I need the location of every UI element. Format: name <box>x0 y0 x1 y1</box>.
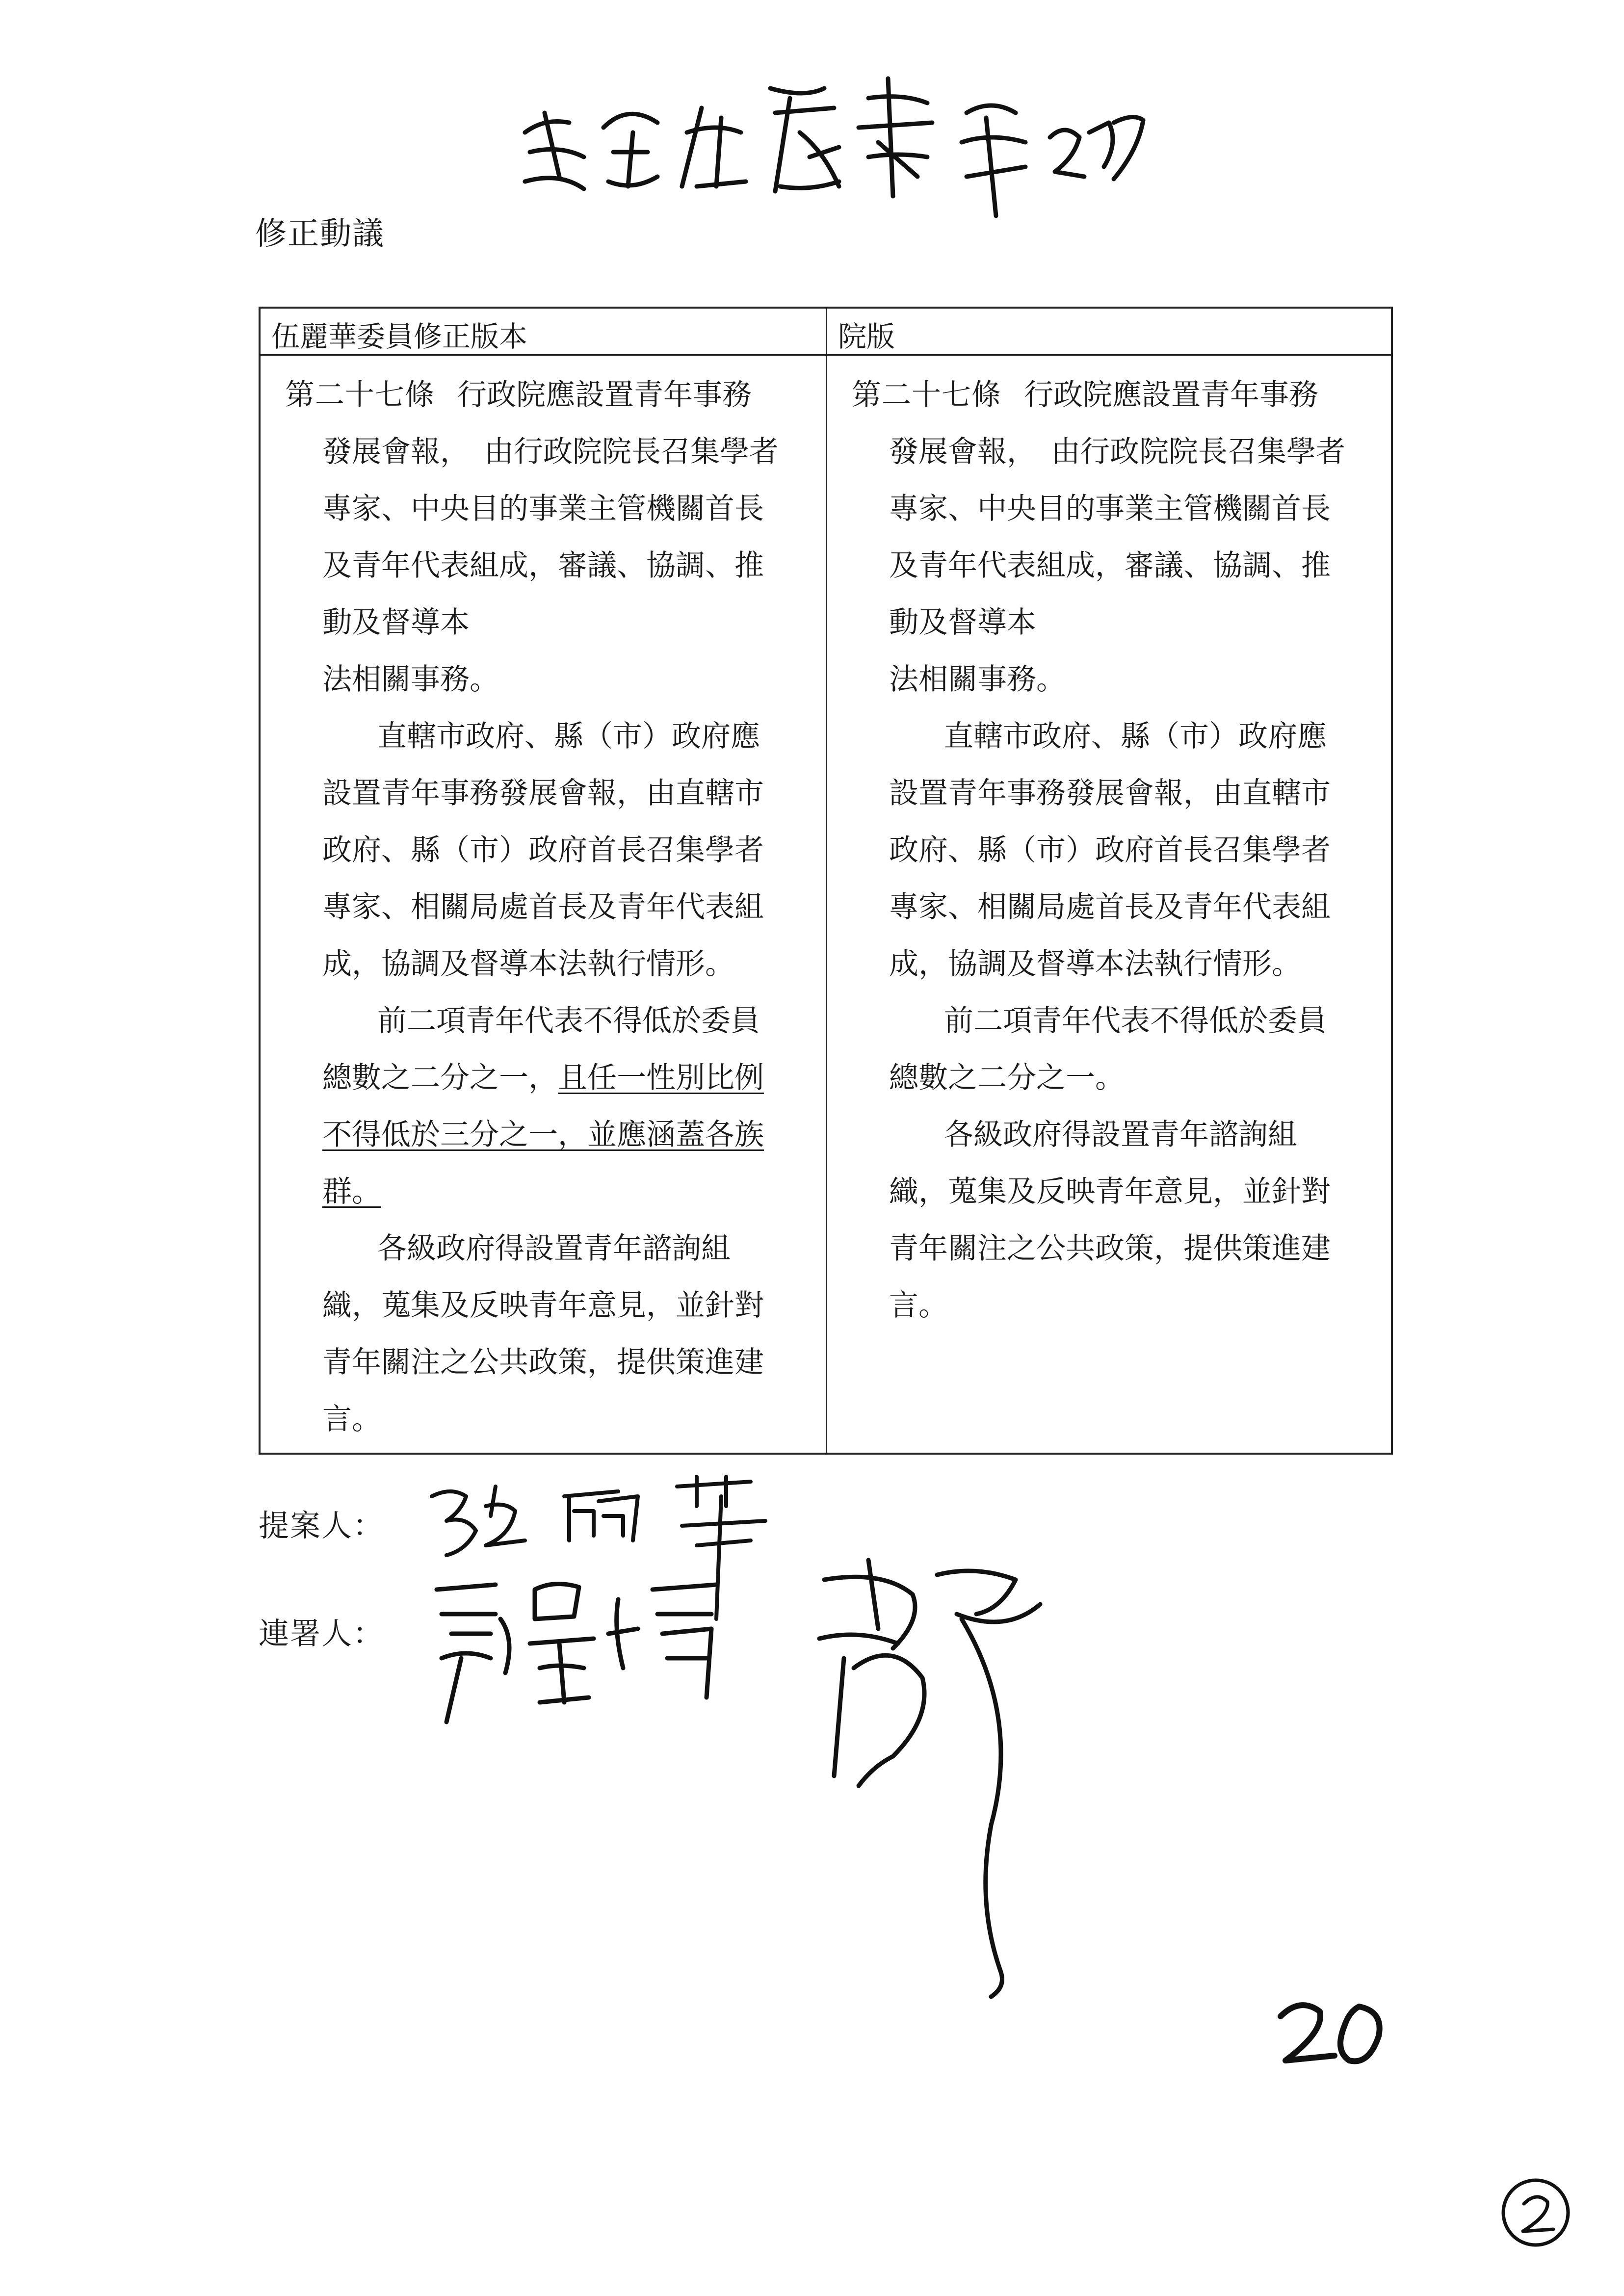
original-article-line <box>852 366 1376 423</box>
column-header-proposed: 伍麗華委員修正版本 <box>261 309 827 356</box>
comparison-table <box>259 307 1393 1455</box>
page-number-circled <box>1492 2173 1580 2252</box>
proposed-p3-plain: 前二項青年代表不得低於委員總數之二分之一， <box>322 1004 760 1095</box>
original-p1-first: 行政院應設置青年事務 <box>1024 378 1318 412</box>
proposed-version-text <box>261 356 827 1453</box>
large-signature-scribble <box>814 1560 1119 2011</box>
document-heading: 修正動議 <box>255 216 385 252</box>
proposed-paragraph-3 <box>322 992 788 1220</box>
original-p1-tail: 法相關事務。 <box>889 662 1066 697</box>
column-header-original: 院版 <box>827 309 1391 356</box>
original-paragraph-3: 前二項青年代表不得低於委員總數之二分之一。 <box>889 1004 1327 1095</box>
proposed-paragraph-2: 直轄市政府、縣（市）政府應設置青年事務發展會報，由直轄市政府、縣（市）政府首長召集學者專家、相關局處首長及青年代表組成，協調及督導本法執行情形。 <box>322 719 764 981</box>
proposed-p1-first: 行政院應設置青年事務 <box>457 378 752 412</box>
proposed-paragraph-4: 各級政府得設置青年諮詢組織，蒐集及反映青年意見，並針對青年關注之公共政策，提供策進建言。 <box>322 1231 764 1436</box>
cosigner-signature <box>422 1560 756 1727</box>
cosigner-label: 連署人： <box>259 1616 385 1651</box>
original-paragraph-2: 直轄市政府、縣（市）政府應設置青年事務發展會報，由直轄市政府、縣（市）政府首長召集學者專家、相關局處首長及青年代表組成，協調及督導本法執行情形。 <box>889 719 1331 981</box>
proposer-label: 提案人： <box>259 1508 385 1543</box>
original-p1-rest: 發展會報， 由行政院院長召集學者專家、中央目的事業主管機關首長及青年代表組成，審議、協調、推動及督導本 <box>889 435 1345 640</box>
handwritten-header-note <box>515 59 1178 221</box>
proposed-p1-rest: 發展會報， 由行政院院長召集學者專家、中央目的事業主管機關首長及青年代表組成，審議、協調、推動及督導本 <box>322 435 779 640</box>
original-version-text <box>827 356 1391 1453</box>
page-number-handwritten <box>1266 1987 1393 2070</box>
proposed-article-number: 第二十七條 <box>285 378 435 412</box>
proposed-p1-tail: 法相關事務。 <box>322 662 499 697</box>
original-article-number: 第二十七條 <box>852 378 1001 412</box>
proposed-p3-amendment-underlined: 且任一性別比例不得低於三分之一，並應涵蓋各族群。 <box>322 1061 764 1209</box>
proposed-article-line <box>285 366 811 423</box>
original-paragraph-4: 各級政府得設置青年諮詢組織，蒐集及反映青年意見，並針對青年關注之公共政策，提供策進建言。 <box>889 1118 1331 1323</box>
